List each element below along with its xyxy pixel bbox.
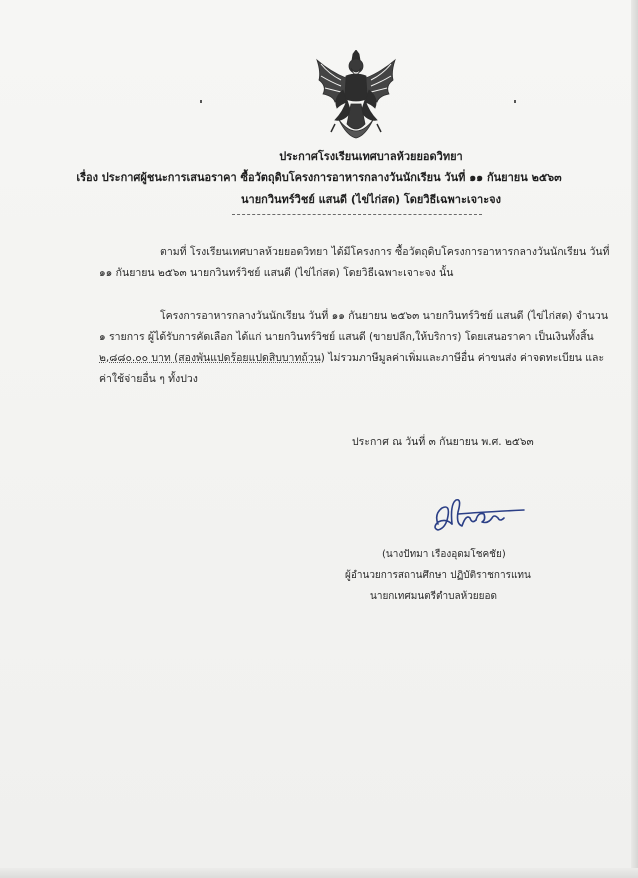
announcement-date: ประกาศ ณ วันที่ ๓ กันยายน พ.ศ. ๒๕๖๓ [352, 436, 534, 448]
contract-amount: ๒,๘๘๐.๐๐ บาท (สองพันแปดร้อยแปดสิบบาทถ้วน) [99, 352, 325, 364]
signatory-position: ผู้อำนวยการสถานศึกษา ปฏิบัติราชการแทน [345, 570, 531, 581]
paragraph1-line1: ตามที่ โรงเรียนเทศบาลห้วยยอดวิทยา ได้มีโครงการ ซื้อวัตถุดิบโครงการอาหารกลางวันนักเรียน วันที่ [160, 246, 610, 258]
paragraph2-line3-rest: ไม่รวมภาษีมูลค่าเพิ่มและภาษีอื่น ค่าขนส่ง ค่าจดทะเบียน และ [324, 352, 605, 364]
handwritten-signature [428, 494, 528, 538]
signatory-acting-for: นายกเทศมนตรีตำบลห้วยยอด [370, 591, 498, 602]
scan-speck [200, 100, 202, 103]
paragraph2-line1: โครงการอาหารกลางวันนักเรียน วันที่ ๑๑ กันยายน ๒๕๖๓ นายกวินทร์วิชย์ แสนดี (ไข่ไก่สด) จำนวน [160, 310, 608, 322]
announcement-subject-line2: นายกวินทร์วิชย์ แสนดี (ไข่ไก่สด) โดยวิธีเฉพาะเจาะจง [241, 193, 501, 206]
title-divider [232, 214, 482, 215]
announcement-title: ประกาศโรงเรียนเทศบาลห้วยยอดวิทยา [279, 150, 463, 163]
signatory-name: (นางปัทมา เรืองอุดมโชคชัย) [382, 549, 506, 560]
paragraph1-line2: ๑๑ กันยายน ๒๕๖๓ นายกวินทร์วิชย์ แสนดี (ไข่ไก่สด) โดยวิธีเฉพาะเจาะจง นั้น [99, 267, 454, 279]
paragraph2-line4: ค่าใช้จ่ายอื่น ๆ ทั้งปวง [99, 373, 198, 385]
scan-edge-bottom [0, 868, 638, 878]
paragraph2-line2: ๑ รายการ ผู้ได้รับการคัดเลือก ได้แก่ นายกวินทร์วิชย์ แสนดี (ขายปลีก,ให้บริการ) โดยเสนอราคา เป็นเงินทั้งสิ้น [99, 331, 594, 343]
garuda-emblem-icon [313, 50, 399, 142]
announcement-subject: เรื่อง ประกาศผู้ชนะการเสนอราคา ซื้อวัตถุดิบโครงการอาหารกลางวันนักเรียน วันที่ ๑๑ กันยายน ๒๕๖๓ [76, 171, 562, 184]
scan-edge-right [631, 0, 638, 878]
paragraph2-line3 [99, 349, 604, 366]
scan-speck [514, 100, 516, 103]
